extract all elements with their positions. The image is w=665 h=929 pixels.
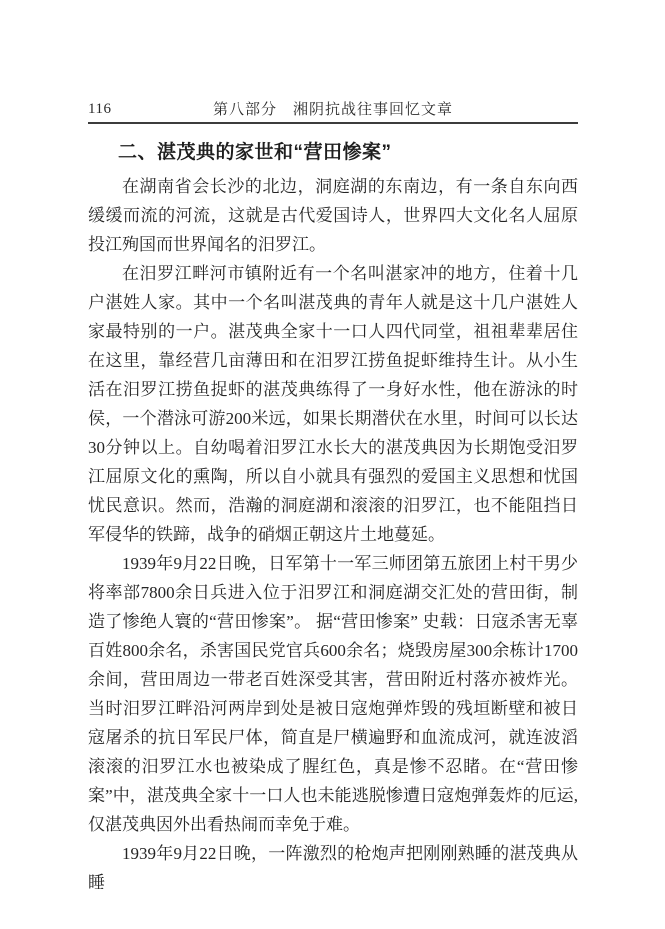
paragraph-night-gunfire: 1939年9月22日晚，一阵激烈的枪炮声把刚刚熟睡的湛茂典从睡 [88, 844, 578, 892]
header-rule [88, 122, 578, 124]
paragraph-yingtian-massacre: 1939年9月22日晚，日军第十一军三师团第五旅团上村干男少将率部7800余日兵进入位于汨罗江和洞庭湖交汇处的营田街，制造了惨绝人寰的“营田惨案”。 据“营田惨案” 史载：日寇杀害无辜百姓800余名，杀害国民党官兵600余名；烧毁房屋300余栋计1700余间，营田周边一带老百姓深受其害，营田附近村落亦被炸光。当时汨罗江畔沿河两岸到处是被日寇炮弹炸毁的残垣断壁和被日寇屠杀的抗日军民尸体，简直是尸横遍野和血流成河，就连波滔滚滚的汨罗江水也被染成了腥红色，真是惨不忍睹。在“营田惨案”中，湛茂典全家十一口人也未能逃脱惨遭日寇炮弹轰炸的厄运,仅湛茂典因外出看热闹而幸免于难。 [88, 554, 578, 834]
paragraph-family-background: 在汨罗江畔河市镇附近有一个名叫湛家冲的地方，住着十几户湛姓人家。其中一个名叫湛茂典的青年人就是这十几户湛姓人家最特别的一户。湛茂典全家十一口人四代同堂，祖祖辈辈居住在这里，靠经营几亩薄田和在汨罗江捞鱼捉虾维持生计。从小生活在汨罗江捞鱼捉虾的湛茂典练得了一身好水性，他在游泳的时侯，一个潜泳可游200米远，如果长期潜伏在水里，时间可以长达30分钟以上。自幼喝着汨罗江水长大的湛茂典因为长期饱受汨罗江屈原文化的熏陶，所以自小就具有强烈的爱国主义思想和忧国忧民意识。然而，浩瀚的洞庭湖和滚滚的汨罗江，也不能阻挡日军侵华的铁蹄，战争的硝烟正朝这片土地蔓延。 [88, 264, 578, 544]
page-header [88, 100, 578, 120]
article-body [88, 172, 578, 897]
running-header-title: 第八部分 湘阴抗战往事回忆文章 [212, 102, 453, 118]
page-number: 116 [88, 101, 112, 117]
section-heading: 二、湛茂典的家世和“营田惨案” [118, 142, 392, 163]
paragraph-intro-river: 在湖南省会长沙的北边，洞庭湖的东南边，有一条自东向西缓缓而流的河流，这就是古代爱国诗人，世界四大文化名人屈原投江殉国而世界闻名的汨罗江。 [88, 177, 578, 254]
